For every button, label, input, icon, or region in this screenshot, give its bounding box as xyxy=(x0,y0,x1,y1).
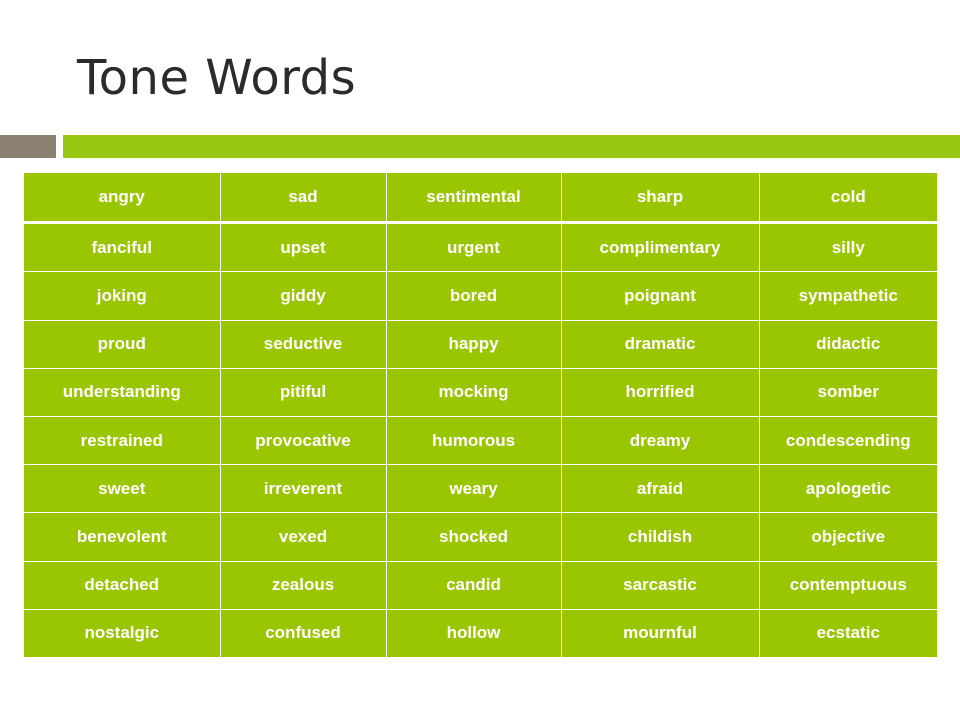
table-cell: pitiful xyxy=(220,368,386,416)
table-cell: cold xyxy=(759,173,937,223)
table-cell: angry xyxy=(24,173,220,223)
table-cell: restrained xyxy=(24,416,220,464)
table-cell: mocking xyxy=(386,368,561,416)
table-cell: condescending xyxy=(759,416,937,464)
table-cell: somber xyxy=(759,368,937,416)
table-cell: sarcastic xyxy=(561,561,759,609)
table-cell: hollow xyxy=(386,609,561,657)
table-cell: seductive xyxy=(220,320,386,368)
table-cell: urgent xyxy=(386,223,561,272)
table-cell: dreamy xyxy=(561,416,759,464)
table-cell: mournful xyxy=(561,609,759,657)
table-cell: upset xyxy=(220,223,386,272)
page-title: Tone Words xyxy=(77,50,357,106)
table-cell: joking xyxy=(24,272,220,320)
table-row xyxy=(24,609,937,657)
tone-words-table xyxy=(24,173,937,657)
table-cell: shocked xyxy=(386,513,561,561)
table-cell: proud xyxy=(24,320,220,368)
table-row xyxy=(24,223,937,272)
table-cell: contemptuous xyxy=(759,561,937,609)
table-cell: bored xyxy=(386,272,561,320)
table-cell: sentimental xyxy=(386,173,561,223)
table-cell: detached xyxy=(24,561,220,609)
table-cell: fanciful xyxy=(24,223,220,272)
table-cell: sweet xyxy=(24,465,220,513)
table-cell: childish xyxy=(561,513,759,561)
table-cell: objective xyxy=(759,513,937,561)
table-cell: nostalgic xyxy=(24,609,220,657)
table-cell: vexed xyxy=(220,513,386,561)
table-cell: apologetic xyxy=(759,465,937,513)
accent-bar-gray xyxy=(0,135,56,158)
table-cell: confused xyxy=(220,609,386,657)
table-cell: sympathetic xyxy=(759,272,937,320)
table-row xyxy=(24,320,937,368)
table-row xyxy=(24,465,937,513)
table-row xyxy=(24,513,937,561)
table-cell: horrified xyxy=(561,368,759,416)
table-cell: sharp xyxy=(561,173,759,223)
table-cell: ecstatic xyxy=(759,609,937,657)
table-row xyxy=(24,368,937,416)
table-cell: complimentary xyxy=(561,223,759,272)
table-cell: zealous xyxy=(220,561,386,609)
table-cell: irreverent xyxy=(220,465,386,513)
table-cell: humorous xyxy=(386,416,561,464)
table-cell: weary xyxy=(386,465,561,513)
table-row xyxy=(24,173,937,223)
table-row xyxy=(24,416,937,464)
table-cell: afraid xyxy=(561,465,759,513)
table-cell: happy xyxy=(386,320,561,368)
table-cell: sad xyxy=(220,173,386,223)
table-cell: silly xyxy=(759,223,937,272)
table-cell: didactic xyxy=(759,320,937,368)
table-cell: provocative xyxy=(220,416,386,464)
table-cell: benevolent xyxy=(24,513,220,561)
table-cell: poignant xyxy=(561,272,759,320)
tone-words-table-container xyxy=(24,173,937,657)
accent-bar-green xyxy=(63,135,960,158)
table-row xyxy=(24,561,937,609)
table-cell: giddy xyxy=(220,272,386,320)
table-cell: candid xyxy=(386,561,561,609)
table-row xyxy=(24,272,937,320)
table-cell: dramatic xyxy=(561,320,759,368)
table-cell: understanding xyxy=(24,368,220,416)
